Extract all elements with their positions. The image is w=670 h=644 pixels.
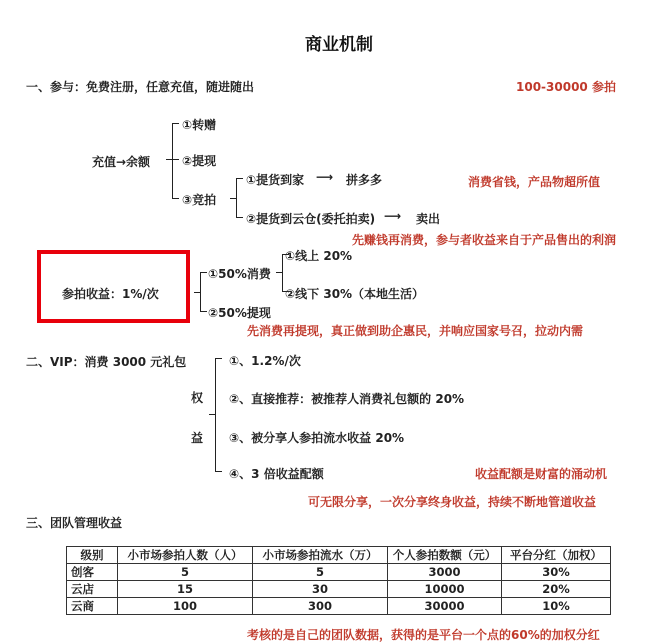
range-note: 100-30000 参拍	[516, 80, 616, 94]
quota-note: 收益配额是财富的涌动机	[475, 467, 608, 481]
table-cell: 30	[253, 581, 388, 598]
table-row	[67, 598, 611, 615]
pickup-warehouse: ②提货到云仓(委托拍卖)	[246, 212, 376, 226]
offline-share: ②线下 30%（本地生活）	[285, 287, 425, 301]
bracket-tick	[200, 311, 207, 312]
table-cell: 创客	[67, 564, 118, 581]
section1-heading: 一、参与：免费注册，任意充值，随进随出	[26, 80, 255, 94]
table-cell: 5	[118, 564, 253, 581]
vip-item-2: ②、直接推荐：被推荐人消费礼包额的 20%	[229, 392, 465, 406]
recharge-label: 充值→余额	[92, 155, 151, 169]
table-header-cell: 小市场参拍流水（万）	[253, 547, 388, 564]
bracket-tick	[200, 272, 207, 273]
table-header-cell: 个人参拍数额（元）	[388, 547, 502, 564]
policy-note: 先消费再提现，真正做到助企惠民，并响应国家号召，拉动内需	[247, 324, 584, 338]
pickup-warehouse-target: 卖出	[416, 212, 441, 226]
online-share: ①线上 20%	[285, 249, 353, 263]
rights-char-yi: 益	[191, 431, 204, 445]
section2-heading: 二、VIP：消费 3000 元礼包	[26, 355, 187, 369]
option-transfer: ①转赠	[182, 118, 217, 132]
vip-item-3: ③、被分享人参拍流水收益 20%	[229, 431, 405, 445]
bracket-tick	[230, 198, 237, 199]
page-title: 商业机制	[305, 35, 373, 55]
bracket-tick	[172, 198, 179, 199]
table-cell: 30000	[388, 598, 502, 615]
bracket-vertical-4	[282, 254, 283, 292]
table-row	[67, 581, 611, 598]
table-header-row	[67, 547, 611, 564]
table-cell: 300	[253, 598, 388, 615]
table-cell: 15	[118, 581, 253, 598]
bracket-tick	[236, 178, 243, 179]
share-note: 可无限分享，一次分享终身收益，持续不断地管道收益	[308, 495, 597, 509]
consumer-note: 消费省钱，产品物超所值	[468, 175, 601, 189]
bracket-tick	[172, 159, 179, 160]
bracket-tick	[209, 414, 216, 415]
bracket-tick	[172, 123, 179, 124]
pickup-home: ①提货到家	[246, 173, 305, 187]
section3-heading: 三、团队管理收益	[26, 516, 123, 530]
consume-50: ①50%消费	[208, 267, 271, 281]
pickup-home-target: 拼多多	[346, 173, 383, 187]
bracket-tick	[194, 292, 201, 293]
withdraw-50: ②50%提现	[208, 306, 271, 320]
table-cell: 10%	[502, 598, 611, 615]
arrow-right-icon: ⟶	[384, 209, 402, 223]
bracket-vertical-1	[172, 123, 173, 199]
table-cell: 100	[118, 598, 253, 615]
table-cell: 5	[253, 564, 388, 581]
table-cell: 10000	[388, 581, 502, 598]
table-cell: 30%	[502, 564, 611, 581]
bracket-tick	[236, 217, 243, 218]
bracket-tick	[215, 471, 222, 472]
team-table	[66, 546, 611, 615]
table-cell: 云店	[67, 581, 118, 598]
bracket-vertical-5	[215, 358, 216, 472]
bracket-tick	[215, 358, 222, 359]
table-cell: 20%	[502, 581, 611, 598]
option-withdraw: ②提现	[182, 154, 217, 168]
earnings-label: 参拍收益：1%/次	[62, 287, 159, 301]
table-cell: 3000	[388, 564, 502, 581]
vip-item-1: ①、1.2%/次	[229, 354, 301, 368]
arrow-right-icon: ⟶	[316, 170, 334, 184]
vip-item-4: ④、3 倍收益配额	[229, 467, 324, 481]
table-row	[67, 564, 611, 581]
bracket-tick	[276, 272, 283, 273]
team-footnote: 考核的是自己的团队数据，获得的是平台一个点的60%的加权分红	[247, 628, 600, 642]
rights-char-quan: 权	[191, 391, 204, 405]
earn-note: 先赚钱再消费，参与者收益来自于产品售出的利润	[352, 233, 617, 247]
table-header-cell: 平台分红（加权）	[502, 547, 611, 564]
option-auction: ③竞拍	[182, 193, 217, 207]
table-header-cell: 小市场参拍人数（人）	[118, 547, 253, 564]
table-cell: 云商	[67, 598, 118, 615]
table-header-cell: 级别	[67, 547, 118, 564]
